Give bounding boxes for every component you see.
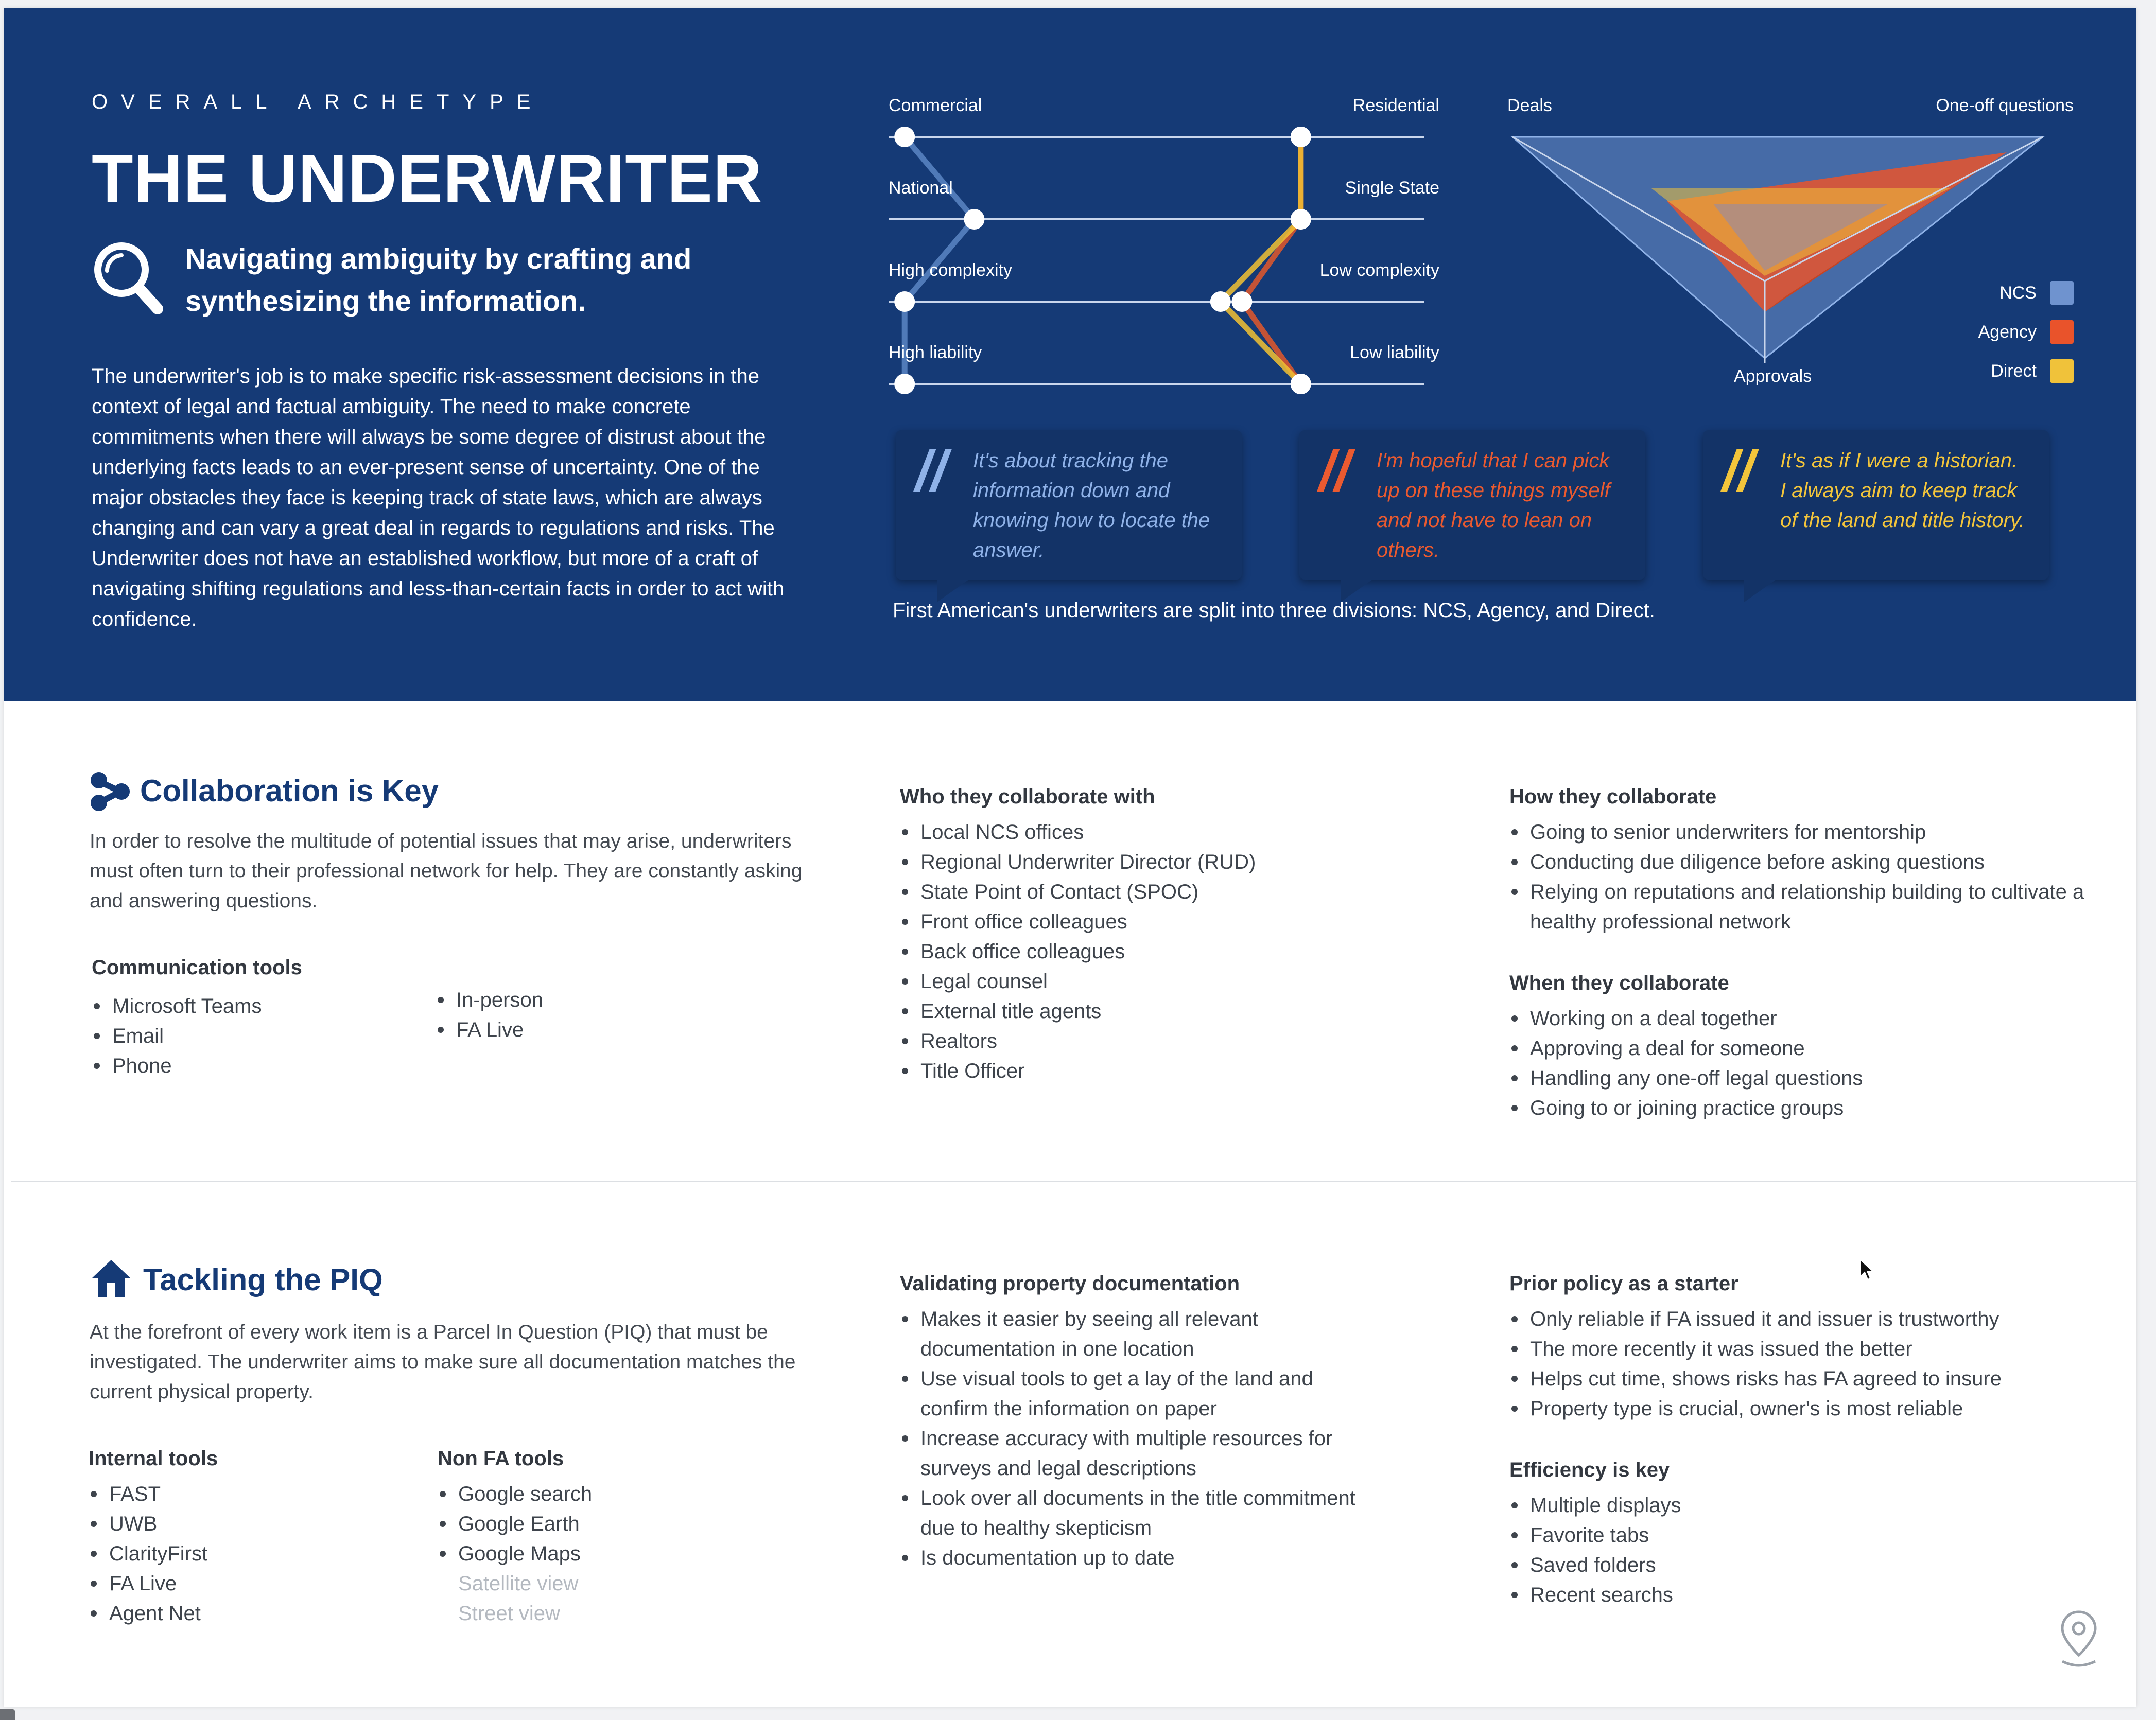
window-corner bbox=[0, 1709, 15, 1720]
spectrum-right-label-low-liability: Low liability bbox=[1350, 343, 1439, 362]
radar-chart bbox=[1497, 85, 2074, 405]
communication-tools-list-2 bbox=[437, 985, 694, 1045]
collaborator-item: Regional Underwriter Director (RUD) bbox=[901, 847, 1467, 877]
collaborator-item: Back office colleagues bbox=[901, 937, 1467, 967]
collaborator-item: External title agents bbox=[901, 996, 1467, 1026]
efficiency-item: Multiple displays bbox=[1510, 1490, 1974, 1520]
efficiency-item: Recent searchs bbox=[1510, 1580, 1974, 1610]
share-network-icon bbox=[90, 771, 131, 812]
prior-policy-item: Helps cut time, shows risks has FA agreed to insure bbox=[1510, 1364, 2102, 1394]
collaborator-item: Realtors bbox=[901, 1026, 1467, 1056]
speech-tail bbox=[1744, 580, 1776, 602]
collaborator-item: Legal counsel bbox=[901, 967, 1467, 996]
radar-svg bbox=[1497, 85, 2074, 405]
spectrum-line-agency bbox=[1242, 137, 1300, 384]
tagline: Navigating ambiguity by crafting and synthesizing the information. bbox=[185, 242, 692, 317]
when-collaborate-item: Working on a deal together bbox=[1510, 1004, 2077, 1033]
legend-label-ncs: NCS bbox=[1999, 283, 2037, 303]
communication-tool-item: Phone bbox=[93, 1051, 402, 1081]
when-collaborate-item: Going to or joining practice groups bbox=[1510, 1093, 2077, 1123]
spectrum-chart bbox=[889, 85, 1445, 405]
collaboration-title: Collaboration is Key bbox=[140, 774, 439, 808]
internal-tools-list bbox=[90, 1479, 398, 1628]
how-list bbox=[1510, 817, 2092, 937]
legend-direct bbox=[1919, 359, 2074, 384]
spectrum-point-ncs bbox=[894, 291, 915, 312]
quote-text-agency: I'm hopeful that I can pick up on these things myself and not have to lean on others. bbox=[1377, 449, 1610, 561]
spectrum-point-ncs bbox=[894, 127, 915, 147]
piq-title: Tackling the PIQ bbox=[143, 1262, 383, 1297]
non-fa-tools-list bbox=[439, 1479, 747, 1628]
quote-mark-icon: // bbox=[1319, 440, 1351, 503]
spectrum-line-direct bbox=[1221, 137, 1301, 384]
communication-tool-item: In-person bbox=[437, 985, 694, 1015]
internal-tools-heading: Internal tools bbox=[89, 1447, 218, 1470]
when-collaborate-item: Handling any one-off legal questions bbox=[1510, 1063, 2077, 1093]
how-collaborate-item: Relying on reputations and relationship building to cultivate a healthy professional network bbox=[1510, 877, 2092, 937]
prior-policy-item: Property type is crucial, owner's is most reliable bbox=[1510, 1394, 2102, 1424]
spectrum-left-label-high-complexity: High complexity bbox=[889, 260, 1012, 280]
spectrum-right-label-single-state: Single State bbox=[1345, 178, 1439, 198]
legend-swatch-direct bbox=[2050, 359, 2074, 383]
how-collaborate-item: Conducting due diligence before asking questions bbox=[1510, 847, 2092, 877]
spectrum-left-label-commercial: Commercial bbox=[889, 96, 982, 115]
communication-tool-item: FA Live bbox=[437, 1015, 694, 1045]
quote-card-direct bbox=[1703, 430, 2049, 580]
spectrum-left-label-national: National bbox=[889, 178, 953, 198]
efficiency-list bbox=[1510, 1490, 1974, 1610]
validating-item: Increase accuracy with multiple resources for surveys and legal descriptions bbox=[901, 1424, 1385, 1483]
legend-label-agency: Agency bbox=[1978, 322, 2037, 342]
internal-tool-item: ClarityFirst bbox=[90, 1539, 398, 1569]
quote-text-direct: It's as if I were a historian. I always aim to keep track of the land and title history. bbox=[1780, 449, 2025, 532]
quote-mark-icon: // bbox=[1723, 440, 1754, 503]
validating-item: Makes it easier by seeing all relevant documentation in one location bbox=[901, 1304, 1385, 1364]
spectrum-point-direct bbox=[1291, 374, 1311, 394]
hero-text bbox=[92, 91, 802, 635]
spectrum-point-ncs bbox=[894, 374, 915, 394]
collaborator-item: Title Officer bbox=[901, 1056, 1467, 1086]
hero-section bbox=[4, 8, 2136, 701]
home-icon bbox=[91, 1259, 132, 1298]
quote-card-agency bbox=[1299, 430, 1645, 580]
collaborator-item: Front office colleagues bbox=[901, 907, 1467, 937]
validating-heading: Validating property documentation bbox=[900, 1272, 1240, 1295]
spectrum-point-agency bbox=[1231, 291, 1252, 312]
internal-tool-item: Agent Net bbox=[90, 1599, 398, 1628]
when-list bbox=[1510, 1004, 2077, 1123]
communication-tools-list-1 bbox=[93, 991, 402, 1081]
how-collaborate-item: Going to senior underwriters for mentorship bbox=[1510, 817, 2092, 847]
quote-mark-icon: // bbox=[915, 440, 947, 503]
prior-policy-item: Only reliable if FA issued it and issuer is trustworthy bbox=[1510, 1304, 2102, 1334]
efficiency-heading: Efficiency is key bbox=[1509, 1459, 1670, 1481]
radar-axis-label-one-off: One-off questions bbox=[1936, 96, 2074, 115]
validating-list bbox=[901, 1304, 1385, 1573]
validating-item: Use visual tools to get a lay of the land and confirm the information on paper bbox=[901, 1364, 1385, 1424]
archetype-page bbox=[4, 8, 2136, 1707]
divisions-note: First American's underwriters are split into three divisions: NCS, Agency, and Direct. bbox=[893, 599, 1655, 622]
section-divider bbox=[11, 1181, 2136, 1182]
radar-axis-label-approvals: Approvals bbox=[1734, 366, 1812, 386]
collaborator-item: State Point of Contact (SPOC) bbox=[901, 877, 1467, 907]
legend-agency bbox=[1919, 320, 2074, 345]
communication-tool-item: Microsoft Teams bbox=[93, 991, 402, 1021]
spectrum-point-direct bbox=[1291, 209, 1311, 230]
prior-policy-heading: Prior policy as a starter bbox=[1509, 1272, 1738, 1295]
spectrum-point-direct bbox=[1210, 291, 1231, 312]
eyebrow-label: OVERALL ARCHETYPE bbox=[92, 91, 544, 113]
when-heading: When they collaborate bbox=[1509, 972, 1729, 994]
radar-axis-label-deals: Deals bbox=[1507, 96, 1552, 115]
spectrum-point-direct bbox=[1291, 127, 1311, 147]
legend-swatch-agency bbox=[2050, 320, 2074, 344]
non-fa-tool-item: Google Maps bbox=[439, 1539, 747, 1569]
when-collaborate-item: Approving a deal for someone bbox=[1510, 1033, 2077, 1063]
location-pin-icon[interactable] bbox=[2058, 1608, 2099, 1670]
tagline-row bbox=[92, 238, 802, 325]
how-heading: How they collaborate bbox=[1509, 785, 1717, 808]
prior-policy-item: The more recently it was issued the better bbox=[1510, 1334, 2102, 1364]
non-fa-tool-sub-item: Street view bbox=[458, 1602, 560, 1625]
magnifier-icon bbox=[92, 240, 164, 317]
prior-policy-list bbox=[1510, 1304, 2102, 1424]
spectrum-right-label-low-complexity: Low complexity bbox=[1319, 260, 1439, 280]
spectrum-left-label-high-liability: High liability bbox=[889, 343, 982, 362]
hero-description: The underwriter's job is to make specific risk-assessment decisions in the context of legal and factual ambiguity. The need to make concrete commitments when there will always be some degree of distrust about the underlying facts leads to an ever-present sense of uncertainty. One of the major obstacles they face is keeping track of state laws, which are always changing and can vary a great deal in regards to regulations and risks. The Underwriter does not have an established workflow, but more of a craft of navigating shifting regulations and less-than-certain facts in order to act with confidence. bbox=[92, 365, 785, 630]
internal-tool-item: UWB bbox=[90, 1509, 398, 1539]
quote-card-ncs bbox=[896, 430, 1242, 580]
communication-tools-heading: Communication tools bbox=[92, 956, 302, 979]
who-heading: Who they collaborate with bbox=[900, 785, 1155, 808]
legend-swatch-ncs bbox=[2050, 281, 2074, 305]
who-list bbox=[901, 817, 1467, 1086]
validating-item: Is documentation up to date bbox=[901, 1543, 1385, 1573]
communication-tool-item: Email bbox=[93, 1021, 402, 1051]
internal-tool-item: FA Live bbox=[90, 1569, 398, 1599]
collaborator-item: Local NCS offices bbox=[901, 817, 1467, 847]
efficiency-item: Favorite tabs bbox=[1510, 1520, 1974, 1550]
piq-description: At the forefront of every work item is a Parcel In Question (PIQ) that must be investigated. The underwriter aims to make sure all documentation matches the current physical property. bbox=[90, 1321, 796, 1403]
validating-item: Look over all documents in the title commitment due to healthy skepticism bbox=[901, 1483, 1385, 1543]
non-fa-tool-item: Google Earth bbox=[439, 1509, 747, 1539]
collaboration-description: In order to resolve the multitude of potential issues that may arise, underwriters must often turn to their professional network for help. They are constantly asking and answering questions. bbox=[90, 830, 803, 912]
non-fa-tool-item: Google search bbox=[439, 1479, 747, 1509]
non-fa-tool-sub-item: Satellite view bbox=[458, 1572, 579, 1595]
non-fa-tools-heading: Non FA tools bbox=[438, 1447, 564, 1470]
legend-label-direct: Direct bbox=[1991, 361, 2037, 381]
legend-ncs bbox=[1919, 281, 2074, 306]
internal-tool-item: FAST bbox=[90, 1479, 398, 1509]
mouse-cursor-icon bbox=[1859, 1259, 1874, 1282]
efficiency-item: Saved folders bbox=[1510, 1550, 1974, 1580]
quote-text-ncs: It's about tracking the information down and knowing how to locate the answer. bbox=[973, 449, 1210, 561]
spectrum-point-ncs bbox=[964, 209, 984, 230]
archetype-title: THE UNDERWRITER bbox=[92, 141, 763, 216]
spectrum-right-label-residential: Residential bbox=[1352, 96, 1439, 115]
